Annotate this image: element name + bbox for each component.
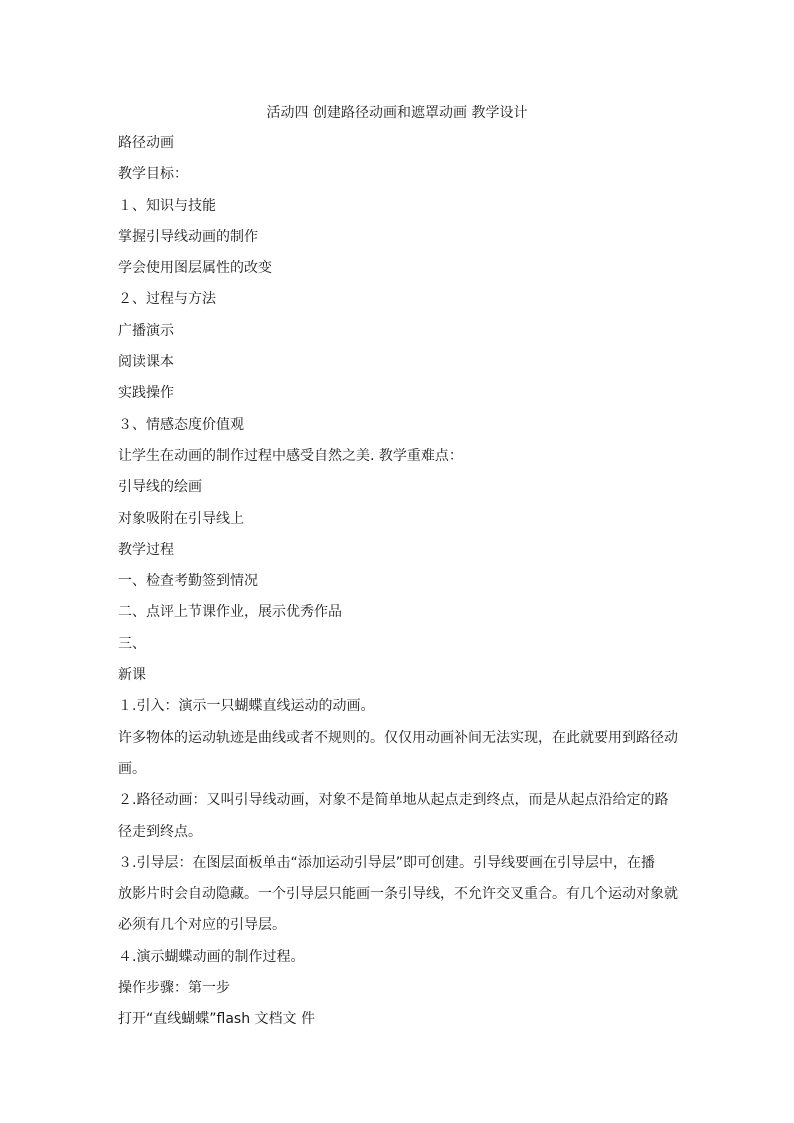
text-line: 教学过程 <box>118 541 174 558</box>
text-line: 引导线的绘画 <box>118 479 202 496</box>
text-line: 让学生在动画的制作过程中感受自然之美. 教学重难点： <box>118 447 463 464</box>
text-line: 对象吸附在引导线上 <box>118 510 244 527</box>
paragraph-line: ３.引导层：在图层面板单击“添加运动引导层”即可创建。引导线要画在引导层中，在播 <box>118 854 655 871</box>
document-body <box>118 133 688 1041</box>
text-line: 操作步骤：第一步 <box>118 980 230 997</box>
text-line: 教学目标： <box>118 166 188 183</box>
text-line: 新课 <box>118 667 146 684</box>
text-line: 打开“直线蝴蝶”flash 文档文 件 <box>118 1011 315 1028</box>
text-line: 实践操作 <box>118 385 174 402</box>
text-line: 广播演示 <box>118 322 174 339</box>
paragraph-line: ２.路径动画：又叫引导线动画，对象不是简单地从起点走到终点，而是从起点沿给定的路 <box>118 792 669 809</box>
paragraph-line: 放影片时会自动隐藏。一个引导层只能画一条引导线，不允许交叉重合。有几个运动对象就 <box>118 886 678 903</box>
text-line: 二、点评上节课作业，展示优秀作品 <box>118 604 342 621</box>
text-line: 路径动画 <box>118 135 174 151</box>
paragraph-guide-layer <box>118 853 688 947</box>
text-line: １、知识与技能 <box>118 197 216 214</box>
text-line: ４.演示蝴蝶动画的制作过程。 <box>118 948 305 965</box>
text-line: 三、 <box>118 635 146 652</box>
paragraph-curved-paths <box>118 728 688 791</box>
text-line: 掌握引导线动画的制作 <box>118 228 258 245</box>
text-line: ３、情感态度价值观 <box>118 416 244 433</box>
text-line: 学会使用图层属性的改变 <box>118 260 272 277</box>
text-line: ２、过程与方法 <box>118 291 216 308</box>
document-title: 活动四 创建路径动画和遮罩动画 教学设计 <box>266 105 528 121</box>
text-line: １.引入：演示一只蝴蝶直线运动的动画。 <box>118 698 375 715</box>
paragraph-line: 必须有几个对应的引导层。 <box>118 917 286 934</box>
text-line: 阅读课本 <box>118 354 174 371</box>
text-line: 一、检查考勤签到情况 <box>118 573 258 590</box>
paragraph-line: 许多物体的运动轨迹是曲线或者不规则的。仅仅用动画补间无法实现，在此就要用到路径动 <box>118 729 678 746</box>
paragraph-path-animation <box>118 790 688 853</box>
paragraph-line: 画。 <box>118 760 146 777</box>
paragraph-line: 径走到终点。 <box>118 823 202 840</box>
